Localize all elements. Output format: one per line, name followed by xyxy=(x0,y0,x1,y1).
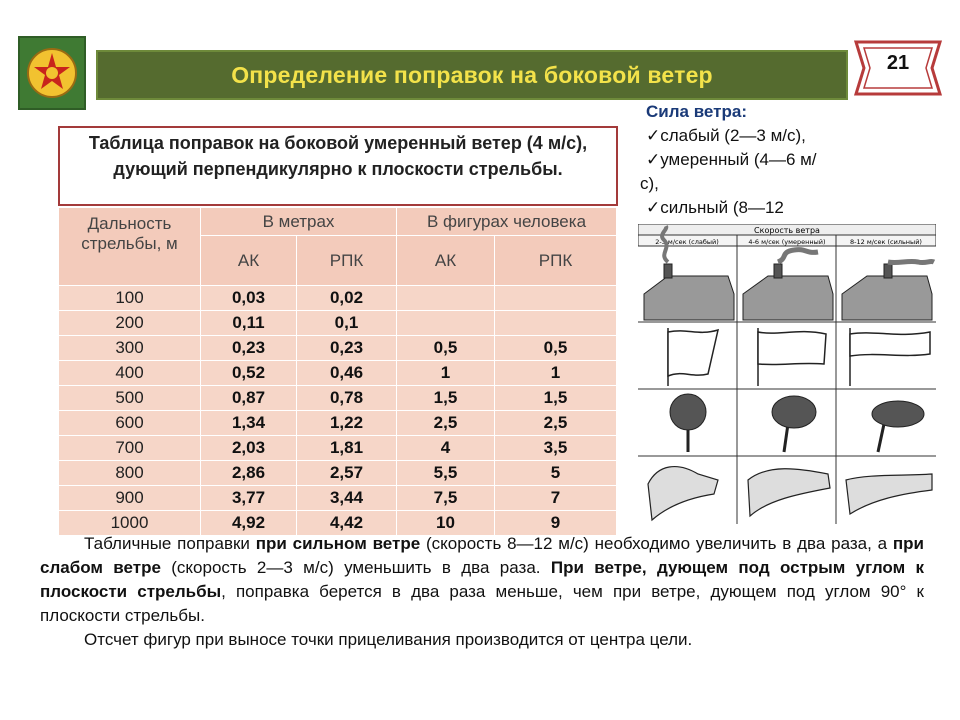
cell-m-rpk: 0,1 xyxy=(297,311,397,336)
cell-m-rpk: 0,02 xyxy=(297,286,397,311)
cell-m-ak: 2,03 xyxy=(201,436,297,461)
table-row xyxy=(59,361,617,386)
cell-distance: 700 xyxy=(59,436,201,461)
table-row xyxy=(59,386,617,411)
cell-f-rpk xyxy=(495,311,617,336)
cell-distance: 600 xyxy=(59,411,201,436)
notes-p2: Отсчет фигур при выносе точки прицеливания производится от центра цели. xyxy=(84,630,693,649)
cell-distance: 900 xyxy=(59,486,201,511)
cell-m-rpk: 0,78 xyxy=(297,386,397,411)
cell-f-ak: 2,5 xyxy=(397,411,495,436)
cell-distance: 200 xyxy=(59,311,201,336)
header-meters-ak: АК xyxy=(201,236,297,286)
table-row xyxy=(59,461,617,486)
illus-col-weak: 2-3 м/сек (слабый) xyxy=(655,238,719,246)
wind-weak-item xyxy=(646,124,928,148)
table-row xyxy=(59,486,617,511)
header-figures-rpk: РПК xyxy=(495,236,617,286)
header-distance: Дальность стрельбы, м xyxy=(59,208,201,286)
wind-moderate-item xyxy=(646,148,928,172)
cell-f-ak: 1 xyxy=(397,361,495,386)
notes-text: (скорость 8—12 м/с) необходимо увеличить в два раза, а xyxy=(420,534,893,553)
cell-f-rpk: 7 xyxy=(495,486,617,511)
wind-speed-illustration xyxy=(638,224,936,524)
table-row xyxy=(59,411,617,436)
header-meters: В метрах xyxy=(201,208,397,236)
cell-f-rpk: 0,5 xyxy=(495,336,617,361)
notes-bold: при слабом ветре xyxy=(40,534,924,577)
cell-f-ak: 7,5 xyxy=(397,486,495,511)
cell-m-rpk: 0,23 xyxy=(297,336,397,361)
cell-f-rpk: 9 xyxy=(495,511,617,536)
cell-f-rpk: 2,5 xyxy=(495,411,617,436)
wind-moderate-cont: с), xyxy=(640,174,659,193)
table-caption: Таблица поправок на боковой умеренный ветер (4 м/с), дующий перпендикулярно к плоскости стрельбы. xyxy=(58,126,618,206)
check-icon: ✓ xyxy=(646,150,661,169)
emblem-icon xyxy=(24,43,80,103)
cell-f-rpk: 1,5 xyxy=(495,386,617,411)
cell-m-rpk: 1,81 xyxy=(297,436,397,461)
cell-m-ak: 0,87 xyxy=(201,386,297,411)
wind-correction-table xyxy=(58,207,617,536)
cell-f-ak: 1,5 xyxy=(397,386,495,411)
cell-m-ak: 0,52 xyxy=(201,361,297,386)
header-meters-rpk: РПК xyxy=(297,236,397,286)
cell-m-ak: 3,77 xyxy=(201,486,297,511)
check-icon: ✓ xyxy=(646,126,661,145)
emblem-logo xyxy=(18,36,86,110)
check-icon: ✓ xyxy=(646,198,661,217)
table-row xyxy=(59,286,617,311)
cell-m-ak: 0,11 xyxy=(201,311,297,336)
wind-strong-label: сильный (8—12 xyxy=(660,198,784,217)
cell-f-rpk: 3,5 xyxy=(495,436,617,461)
notes-p1 xyxy=(40,532,924,628)
cell-m-rpk: 0,46 xyxy=(297,361,397,386)
cell-m-rpk: 3,44 xyxy=(297,486,397,511)
table-row xyxy=(59,436,617,461)
illus-col-moderate: 4-6 м/сек (умеренный) xyxy=(748,238,826,246)
cell-distance: 100 xyxy=(59,286,201,311)
cell-f-ak: 5,5 xyxy=(397,461,495,486)
cell-f-ak xyxy=(397,286,495,311)
cell-distance: 400 xyxy=(59,361,201,386)
table-row xyxy=(59,336,617,361)
title-bar xyxy=(96,50,848,100)
cell-m-ak: 4,92 xyxy=(201,511,297,536)
cell-f-ak: 4 xyxy=(397,436,495,461)
notes-text: (скорость 2—3 м/с) уменьшить в два раза. xyxy=(160,558,551,577)
cell-f-ak xyxy=(397,311,495,336)
page-title: Определение поправок на боковой ветер xyxy=(231,61,713,88)
notes-bold: при сильном ветре xyxy=(255,534,421,553)
table-row xyxy=(59,311,617,336)
cell-m-ak: 2,86 xyxy=(201,461,297,486)
cell-m-rpk: 4,42 xyxy=(297,511,397,536)
notes-bold: При ветре, дующем под острым углом к плоскости стрельбы xyxy=(40,558,924,601)
notes-paragraph xyxy=(40,532,924,652)
cell-distance: 500 xyxy=(59,386,201,411)
cell-m-rpk: 1,22 xyxy=(297,411,397,436)
cell-distance: 800 xyxy=(59,461,201,486)
notes-text: , поправка берется в два раза меньше, чем при ветре, дующем под углом 90° к плоскости стрельбы. xyxy=(40,582,924,625)
cell-f-rpk xyxy=(495,286,617,311)
wind-weak-label: слабый (2—3 м/с), xyxy=(660,126,806,145)
wind-strong-item xyxy=(646,196,928,220)
notes-text: Табличные поправки xyxy=(84,534,256,553)
cell-m-ak: 0,23 xyxy=(201,336,297,361)
wind-strength-title: Сила ветра: xyxy=(646,102,747,121)
illus-heading: Скорость ветра xyxy=(754,226,820,235)
cell-f-rpk: 1 xyxy=(495,361,617,386)
cell-m-ak: 0,03 xyxy=(201,286,297,311)
cell-m-ak: 1,34 xyxy=(201,411,297,436)
cell-m-rpk: 2,57 xyxy=(297,461,397,486)
header-figures: В фигурах человека xyxy=(397,208,617,236)
wind-strength-list xyxy=(640,100,928,220)
header-figures-ak: АК xyxy=(397,236,495,286)
cell-f-ak: 10 xyxy=(397,511,495,536)
page-number: 21 xyxy=(886,52,910,74)
cell-distance: 300 xyxy=(59,336,201,361)
wind-moderate-label: умеренный (4—6 м/ xyxy=(660,150,817,169)
cell-f-ak: 0,5 xyxy=(397,336,495,361)
cell-f-rpk: 5 xyxy=(495,461,617,486)
cell-distance: 1000 xyxy=(59,511,201,536)
illus-col-strong: 8-12 м/сек (сильный) xyxy=(850,238,922,246)
